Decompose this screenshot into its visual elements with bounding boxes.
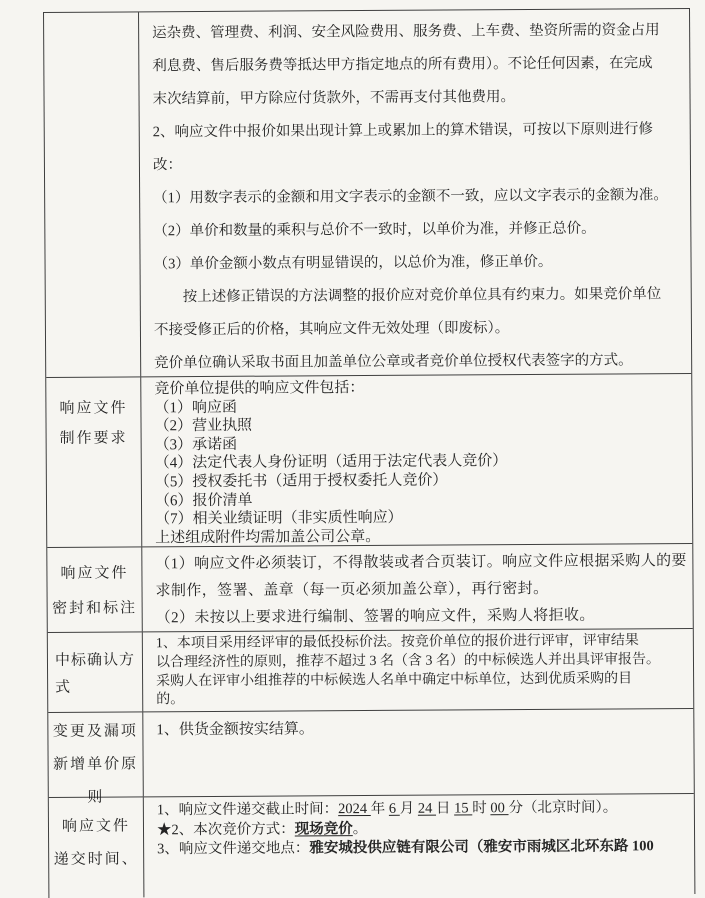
text-line: 不接受修正后的价格，其响应文件无效处理（即废标）。 — [153, 320, 510, 339]
label-cell-empty — [44, 12, 141, 377]
text-line: 末次结算前，甲方除应付货款外，不需再支付其他费用。 — [152, 89, 516, 108]
content-cell — [142, 544, 693, 631]
text-line: （2）营业执照 — [154, 417, 253, 435]
table-row-sealing-marking — [47, 544, 693, 633]
row-label: 新增单价原 — [53, 756, 139, 773]
text-line: （1）响应函 — [154, 399, 237, 416]
text-line: 1、本项目采用经评审的最低投标价法。按竞价单位的报价进行评审，评审结果 — [155, 633, 639, 652]
text-line: 利息费、售后服务费等抵达甲方指定地点的所有费用）。不论任何因素，在完成 — [152, 55, 653, 75]
bid-method-value: 现场竞价 — [294, 820, 353, 837]
text-line: （5）授权委托书（适用于授权委托人竞价） — [154, 472, 448, 491]
text-line: 求制作，签署、盖章（每一页必须加盖公章），再行密封。 — [155, 580, 549, 600]
content-cell — [143, 629, 693, 711]
label-cell — [48, 712, 144, 806]
unit-hour: 时 — [472, 800, 491, 817]
text-line: 采购人在评审小组推荐的中标候选人名单中确定中标单位，达到优质采购的目 — [156, 670, 633, 689]
label-cell — [49, 797, 145, 898]
submission-place-line — [157, 837, 681, 860]
text-line: （4）法定代表人身份证明（适用于法定代表人竞价） — [154, 453, 508, 472]
unit-day: 日 — [435, 800, 455, 817]
text-line: 按上述修正错误的方法调整的报价应对竞价单位具有约束力。如果竞价单位 — [182, 286, 662, 306]
text-line: 2、响应文件中报价如果出现计算上或累加上的算术错误，可按以下原则进行修 — [152, 121, 654, 141]
content-cell — [144, 794, 695, 897]
table-row-submission-time — [49, 794, 695, 898]
deadline-day: 24 — [417, 800, 437, 817]
text-line: 1、供货金额按实结算。 — [156, 721, 314, 739]
procurement-requirements-table — [43, 8, 695, 898]
bid-method-prefix: ★2、本次竞价方式： — [156, 820, 295, 838]
text-line: 运杂费、管理费、利润、安全风险费用、服务费、上车费、垫资所需的资金占用 — [152, 22, 660, 42]
text-line: 以合理经济性的原则，推荐不超过 3 名（含 3 名）的中标候选人并出具评审报告。 — [155, 652, 661, 671]
bid-method-suffix: 。 — [352, 820, 368, 837]
text-line: （1）响应文件必须装订，不得散装或者合页装订。响应文件应根据采购人的要 — [155, 553, 687, 573]
deadline-tail: 分（北京时间）。 — [508, 799, 618, 817]
text-line: （3）单价金额小数点有明显错误的，以总价为准，修正单价。 — [153, 253, 553, 273]
content-cell — [143, 709, 694, 796]
submission-place-prefix: 3、响应文件递交地点： — [157, 840, 310, 858]
row-label: 密封和标注 — [52, 600, 138, 617]
row-label: 变更及漏项 — [52, 723, 138, 740]
deadline-line — [157, 798, 681, 821]
content-cell — [139, 9, 691, 376]
text-line: （7）相关业绩证明（非实质性响应） — [155, 509, 403, 528]
text-line: 上述组成附件均需加盖公司公章。 — [155, 528, 381, 547]
deadline-hour: 15 — [454, 800, 473, 817]
label-cell — [46, 377, 142, 547]
deadline-prefix: 1、响应文件递交截止时间： — [156, 801, 339, 819]
text-line: （2）单价和数量的乘积与总价不一致时，以单价为准，并修正总价。 — [153, 220, 596, 240]
text-line: 的。 — [156, 692, 185, 708]
label-cell — [47, 547, 143, 632]
label-cell — [48, 632, 143, 712]
table-row-correction-rules — [44, 9, 691, 378]
text-line: 竞价单位提供的响应文件包括： — [154, 380, 365, 398]
unit-month: 月 — [399, 800, 418, 817]
row-label: 式 — [55, 679, 72, 696]
row-label: 递交时间、 — [53, 851, 139, 868]
text-line: （6）报价清单 — [154, 492, 253, 509]
row-label: 则 — [87, 789, 105, 806]
row-label: 制作要求 — [59, 430, 128, 447]
row-label: 响应文件 — [60, 565, 129, 582]
text-line: （2）未按以上要求进行编制、签署的响应文件，采购人将拒收。 — [155, 607, 595, 627]
deadline-year: 2024 — [338, 800, 371, 818]
table-row-change-omission — [48, 709, 694, 806]
text-line: （1）用数字表示的金额和用文字表示的金额不一致，应以文字表示的金额为准。 — [153, 187, 668, 207]
unit-year: 年 — [370, 800, 389, 817]
submission-place-value: 雅安城投供应链有限公司（雅安市雨城区北环东路 100 — [309, 838, 654, 857]
deadline-month: 6 — [388, 800, 400, 817]
content-cell — [141, 374, 692, 546]
row-label: 中标确认方 — [54, 652, 136, 669]
table-row-award-confirmation — [48, 629, 693, 713]
row-label: 响应文件 — [61, 818, 131, 835]
row-label: 响应文件 — [59, 400, 128, 417]
text-line: （3）承诺函 — [154, 436, 238, 454]
text-line: 改： — [152, 157, 182, 174]
deadline-minute: 00 — [490, 800, 509, 817]
table-row-file-preparation — [46, 374, 692, 548]
text-line: 竞价单位确认采取书面且加盖单位公章或者竞价单位授权代表签字的方式。 — [154, 352, 633, 372]
